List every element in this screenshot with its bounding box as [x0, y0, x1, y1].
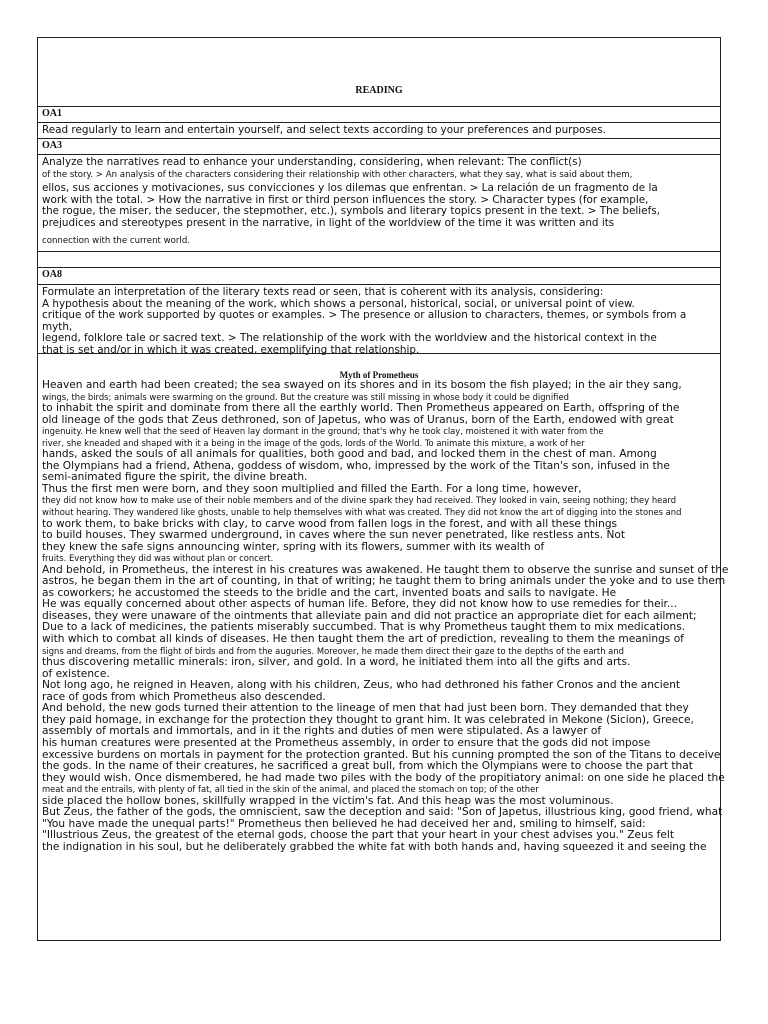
myth-line: Due to a lack of medicines, the patients miserably succumbed. That is why Prometheus taught them to mix medications. [42, 621, 686, 634]
myth-line: they would wish. Once dismembered, he had made two piles with the body of the propitiatory animal: on one side he placed the [42, 771, 725, 784]
myth-line: signs and dreams, from the flight of birds and from the auguries. Moreover, he made them direct their gaze to the depths of the earth and [42, 645, 624, 656]
myth-line: old lineage of the gods that Zeus dethroned, son of Japetus, who was of Uranus, born of the Earth, endowed with great [42, 413, 674, 426]
oa3-line2: of the story. > An analysis of the characters considering their relationship with other characters, what they say, what is said about them, [42, 170, 633, 180]
myth-line: with which to combat all kinds of diseases. He then taught them the art of prediction, revealing to them the meanings of [42, 633, 684, 646]
myth-line: they knew the safe signs announcing winter, spring with its flowers, summer with its wealth of [42, 540, 545, 553]
myth-line: wings, the birds; animals were swarming on the ground. But the creature was still missing in whose body it could be dignified [42, 391, 569, 402]
myth-line: river, she kneaded and shaped with it a being in the image of the gods, lords of the World. To animate this mixture, a work of her [42, 437, 585, 448]
divider [38, 353, 720, 354]
myth-line: semi-animated figure the spirit, the divine breath. [42, 471, 308, 484]
oa1-code: OA1 [42, 108, 62, 119]
myth-line: Not long ago, he reigned in Heaven, along with his children, Zeus, who had dethroned his father Cronos and the ancient [42, 679, 681, 692]
myth-line: fruits. Everything they did was without plan or concert. [42, 553, 274, 564]
myth-line: they paid homage, in exchange for the protection they thought to grant him. It was celebrated in Mekone (Sicion), Greece, [42, 713, 694, 726]
oa3-line3: ellos, sus acciones y motivaciones, sus convicciones y los dilemas que enfrentan. > La relación de un fragmento de la work with the total. > How the narrative in first or third person influences the story. > Character types (for example, the rogue, the miser, the seducer, the stepmother, etc.), symbols and literary topics present in the text. > The beliefs, prejudices and stereotypes present in the narrative, in light of the worldview of the time it was written and its [42, 182, 660, 229]
myth-line: race of gods from which Prometheus also descended. [42, 690, 326, 703]
oa3-line1: Analyze the narratives read to enhance your understanding, considering, when relevant: The conflict(s) [42, 156, 582, 168]
myth-line: diseases, they were unaware of the ointments that alleviate pain and did not practice an appropriate diet for each ailment; [42, 609, 697, 622]
oa1-text: Read regularly to learn and entertain yourself, and select texts according to your preferences and purposes. [42, 124, 606, 136]
myth-line: Thus the first men were born, and they soon multiplied and filled the Earth. For a long time, however, [42, 482, 582, 495]
myth-line: to build houses. They swarmed underground, in caves where the sun never penetrated, like restless ants. Not [42, 529, 626, 542]
myth-line: "You have made the unequal parts!" Prometheus then believed he had deceived her and, smiling to himself, said: [42, 817, 646, 830]
divider [38, 267, 720, 268]
divider [38, 284, 720, 285]
oa8-text: Formulate an interpretation of the literary texts read or seen, that is coherent with its analysis, considering: A hypothesis about the meaning of the work, which shows a personal, historical, social, or universal point of view. critique of the work supported by quotes or examples. > The presence or allusion to characters, themes, or symbols from a myth, legend, folklore tale or sacred text. > The relationship of the work with the worldview and the historical context in the that is set and/or in which it was created, exemplifying that relationship. [42, 286, 687, 356]
myth-line: meat and the entrails, with plenty of fat, all tied in the skin of the animal, and placed the stomach on top; of the other [42, 784, 539, 795]
myth-line: But Zeus, the father of the gods, the omniscient, saw the deception and said: "Son of Japetus, illustrious king, good friend, what [42, 806, 723, 819]
myth-line: the indignation in his soul, but he deliberately grabbed the white fat with both hands and, having squeezed it and seeing the [42, 840, 707, 853]
myth-text [42, 380, 768, 853]
myth-line: ingenuity. He knew well that the seed of Heaven lay dormant in the ground; that's why he took clay, moistened it with water from the [42, 426, 604, 437]
myth-line: excessive burdens on mortals in payment for the protection granted. But his cunning prompted the son of the Titans to deceive [42, 748, 721, 761]
oa3-code: OA3 [42, 140, 62, 151]
reading-document [37, 37, 729, 941]
myth-line: the gods. In the name of their creatures, he sacrificed a great bull, from which the Olympians were to choose the part that [42, 760, 693, 773]
myth-line: "Illustrious Zeus, the greatest of the eternal gods, choose the part that your heart in your chest advises you." Zeus felt [42, 829, 674, 842]
myth-line: they did not know how to make use of their noble members and of the divine spark they had received. They looked in vain, seeing nothing; they heard [42, 495, 677, 506]
myth-line: as coworkers; he accustomed the steeds to the bridle and the cart, invented boats and sails to navigate. He [42, 586, 617, 599]
divider [38, 106, 720, 107]
oa8-code: OA8 [42, 269, 62, 280]
divider [38, 251, 720, 252]
myth-line: to inhabit the spirit and dominate from there all the earthly world. Then Prometheus appeared on Earth, offspring of the [42, 402, 680, 415]
myth-line: side placed the hollow bones, skillfully wrapped in the victim's fat. And this heap was the most voluminous. [42, 794, 614, 807]
myth-title: Myth of Prometheus [339, 370, 419, 380]
myth-line: And behold, in Prometheus, the interest in his creatures was awakened. He taught them to observe the sunrise and sunset of the [42, 563, 729, 576]
myth-line: Heaven and earth had been created; the sea swayed on its shores and in its bosom the fish played; in the air they sang, [42, 379, 682, 391]
page-title: READING [355, 85, 403, 96]
divider [38, 138, 720, 139]
divider [38, 122, 720, 123]
oa3-line4: connection with the current world. [42, 236, 191, 246]
myth-line: without hearing. They wandered like ghosts, unable to help themselves with what was created. They did not know the art of digging into the stones and [42, 507, 682, 518]
myth-line: hands, asked the souls of all animals for qualities, both good and bad, and locked them in the chest of man. Among [42, 448, 657, 461]
myth-line: assembly of mortals and immortals, and in it the rights and duties of men were stipulated. As a lawyer of [42, 725, 602, 738]
myth-line: to work them, to bake bricks with clay, to carve wood from fallen logs in the forest, and with all these things [42, 517, 618, 530]
myth-line: And behold, the new gods turned their attention to the lineage of men that had just been born. They demanded that they [42, 702, 689, 715]
myth-line: astros, he began them in the art of counting, in that of writing; he taught them to bring animals under the yoke and to use them [42, 575, 726, 588]
myth-line: thus discovering metallic minerals: iron, silver, and gold. In a word, he initiated them into all the gifts and arts. [42, 656, 631, 669]
myth-line: his human creatures were presented at the Prometheus assembly, in order to ensure that the gods did not impose [42, 736, 651, 749]
myth-line: the Olympians had a friend, Athena, goddess of wisdom, who, impressed by the work of the Titan's son, infused in the [42, 459, 670, 472]
divider [38, 154, 720, 155]
myth-line: He was equally concerned about other aspects of human life. Before, they did not know how to use remedies for their... [42, 598, 678, 611]
myth-line: of existence. [42, 667, 110, 680]
